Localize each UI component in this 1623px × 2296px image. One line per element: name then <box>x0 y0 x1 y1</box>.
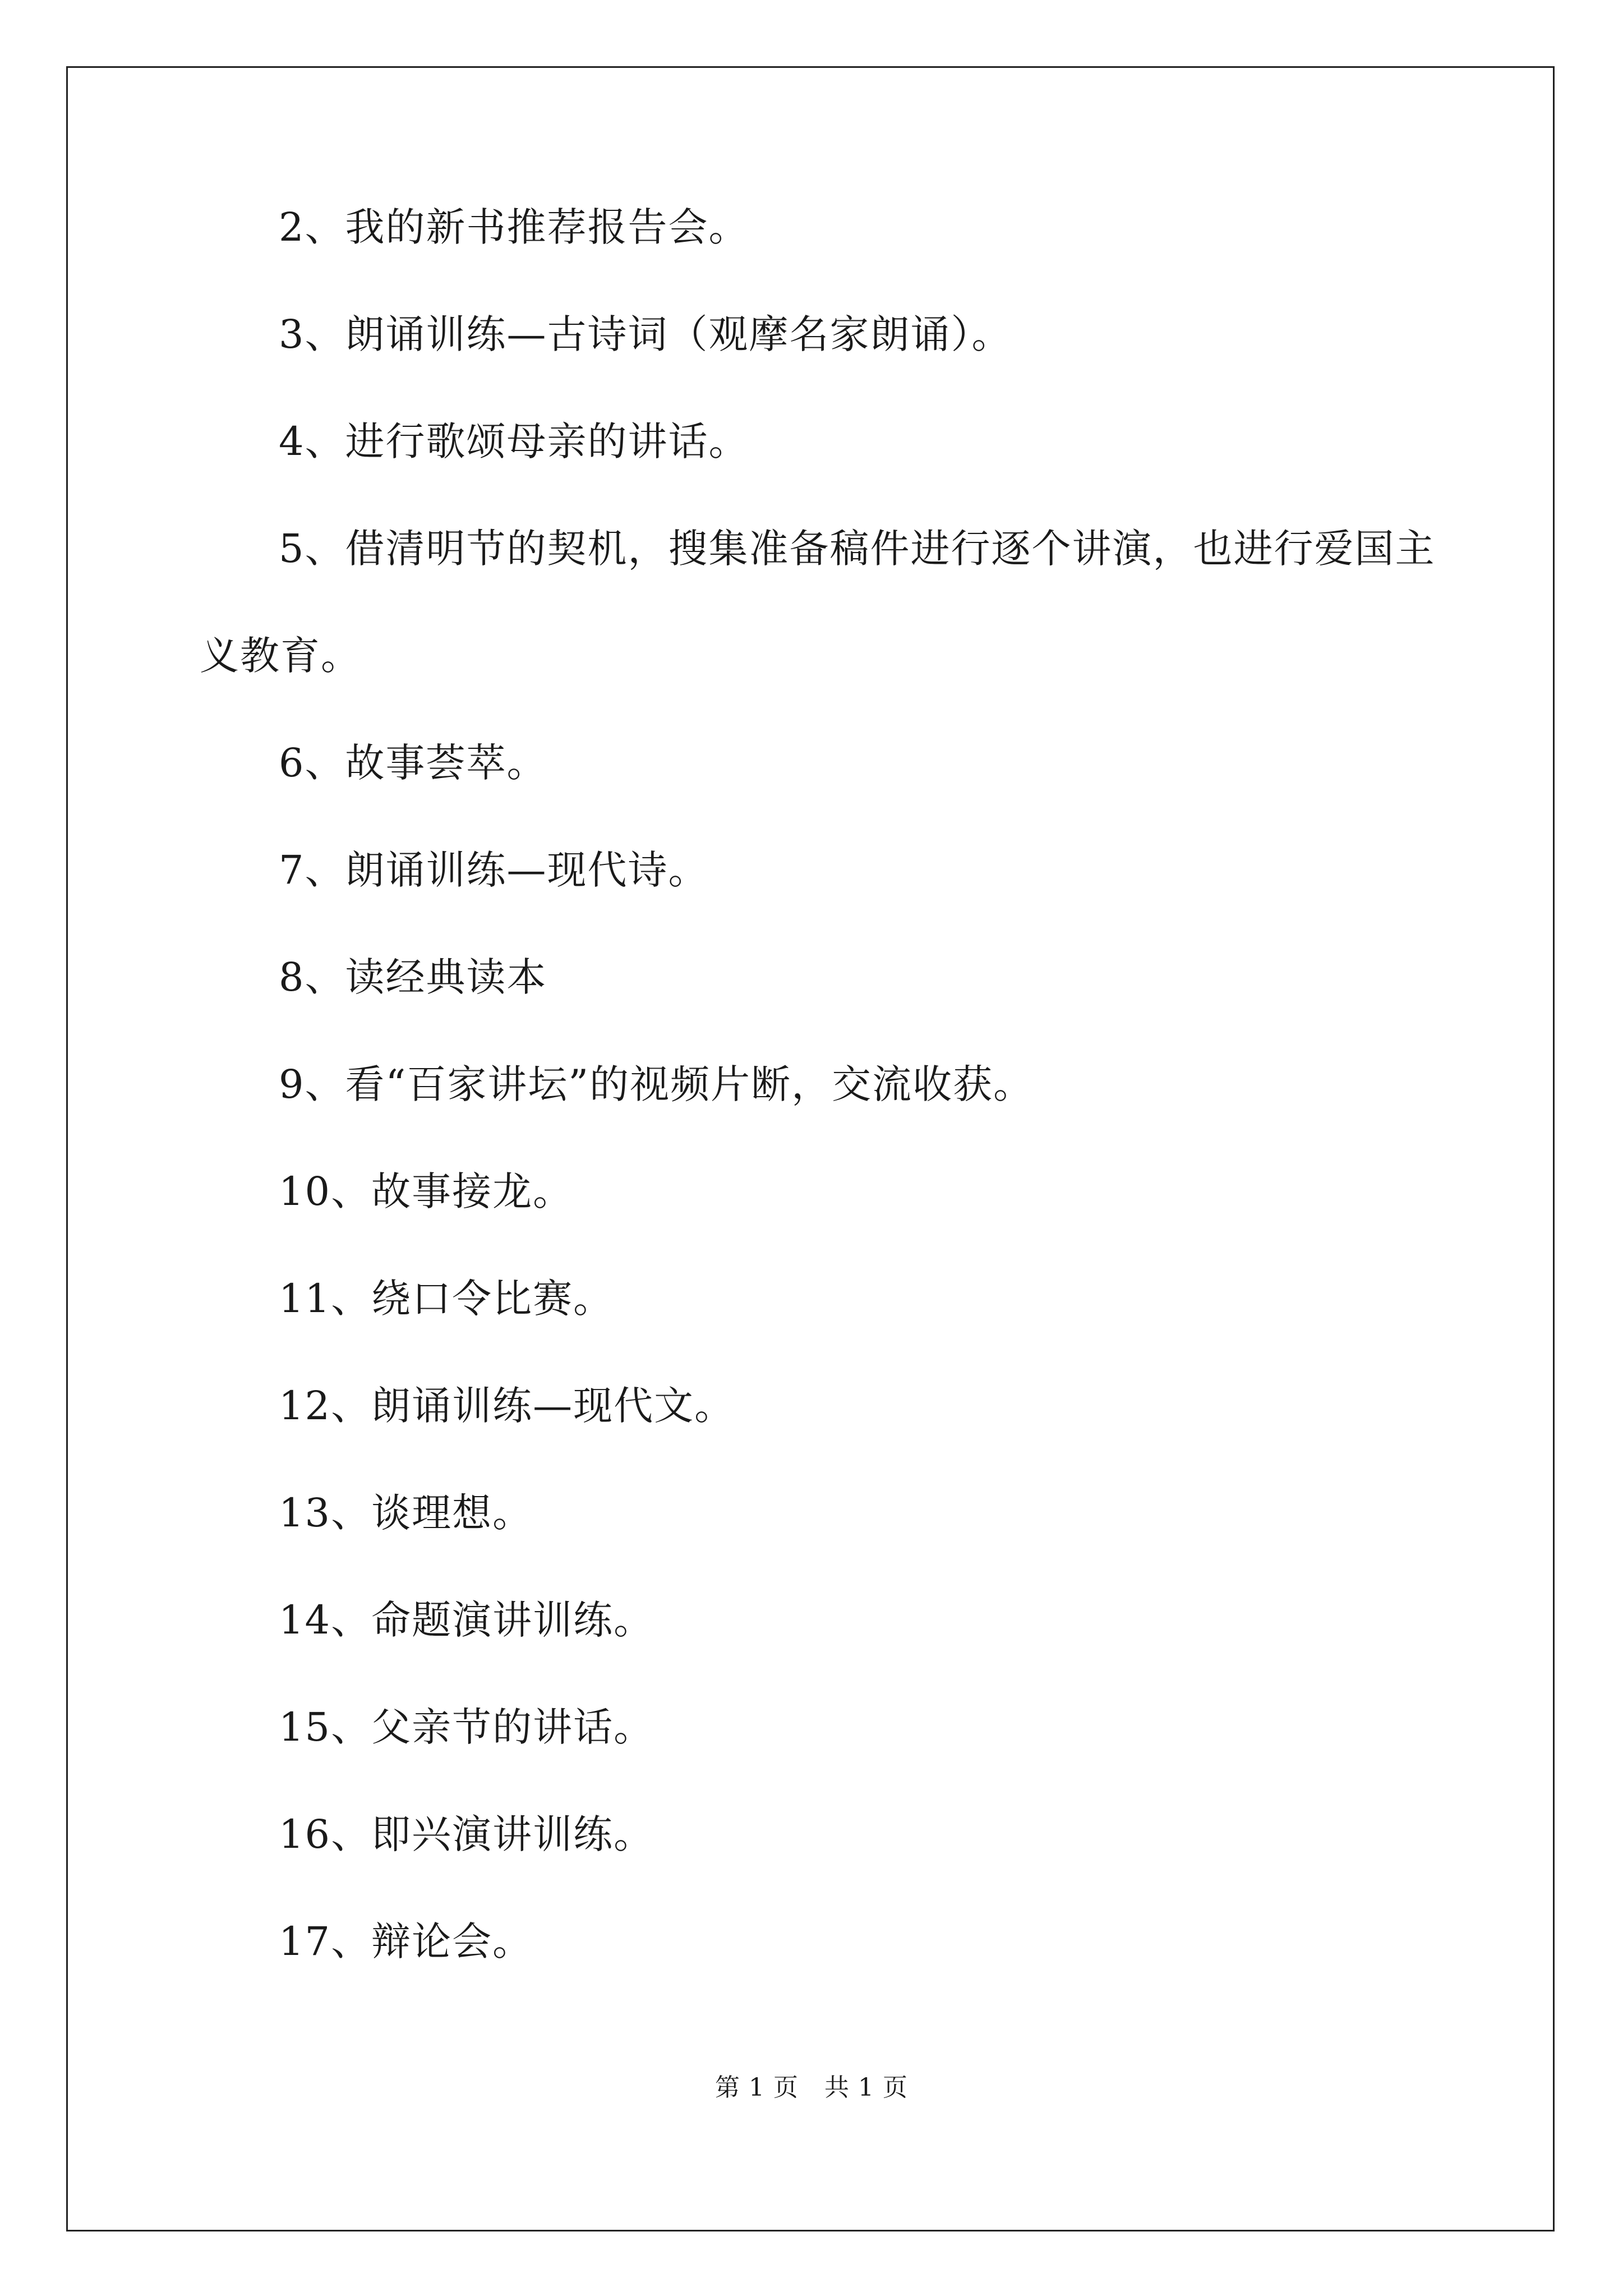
page-footer <box>0 2072 1623 2104</box>
list-item: 6、故事荟萃。 <box>279 740 547 786</box>
list-item-continuation: 义教育。 <box>200 633 361 679</box>
list-item: 12、朗诵训练—现代文。 <box>279 1383 735 1429</box>
list-item: 17、辩论会。 <box>279 1918 533 1964</box>
list-item: 15、父亲节的讲话。 <box>279 1704 654 1750</box>
list-item: 7、朗诵训练—现代诗。 <box>279 847 709 893</box>
list-item: 13、谈理想。 <box>279 1490 533 1536</box>
list-item: 5、借清明节的契机，搜集准备稿件进行逐个讲演，也进行爱国主 <box>279 526 1436 572</box>
page-border <box>66 66 1555 2231</box>
page-total: 共 1 页 <box>824 2073 908 2102</box>
list-item: 2、我的新书推荐报告会。 <box>279 204 749 250</box>
list-item: 14、命题演讲训练。 <box>279 1597 654 1643</box>
list-item: 16、即兴演讲训练。 <box>279 1811 654 1857</box>
list-item: 9、看“百家讲坛”的视频片断，交流收获。 <box>279 1061 1034 1107</box>
list-item: 10、故事接龙。 <box>279 1168 574 1214</box>
list-item: 4、进行歌颂母亲的讲话。 <box>279 418 749 464</box>
page-number: 第 1 页 <box>715 2073 799 2102</box>
list-item: 3、朗诵训练—古诗词（观摩名家朗诵）。 <box>279 311 1012 357</box>
list-item: 11、绕口令比赛。 <box>279 1276 614 1322</box>
list-item: 8、读经典读本 <box>279 954 547 1000</box>
